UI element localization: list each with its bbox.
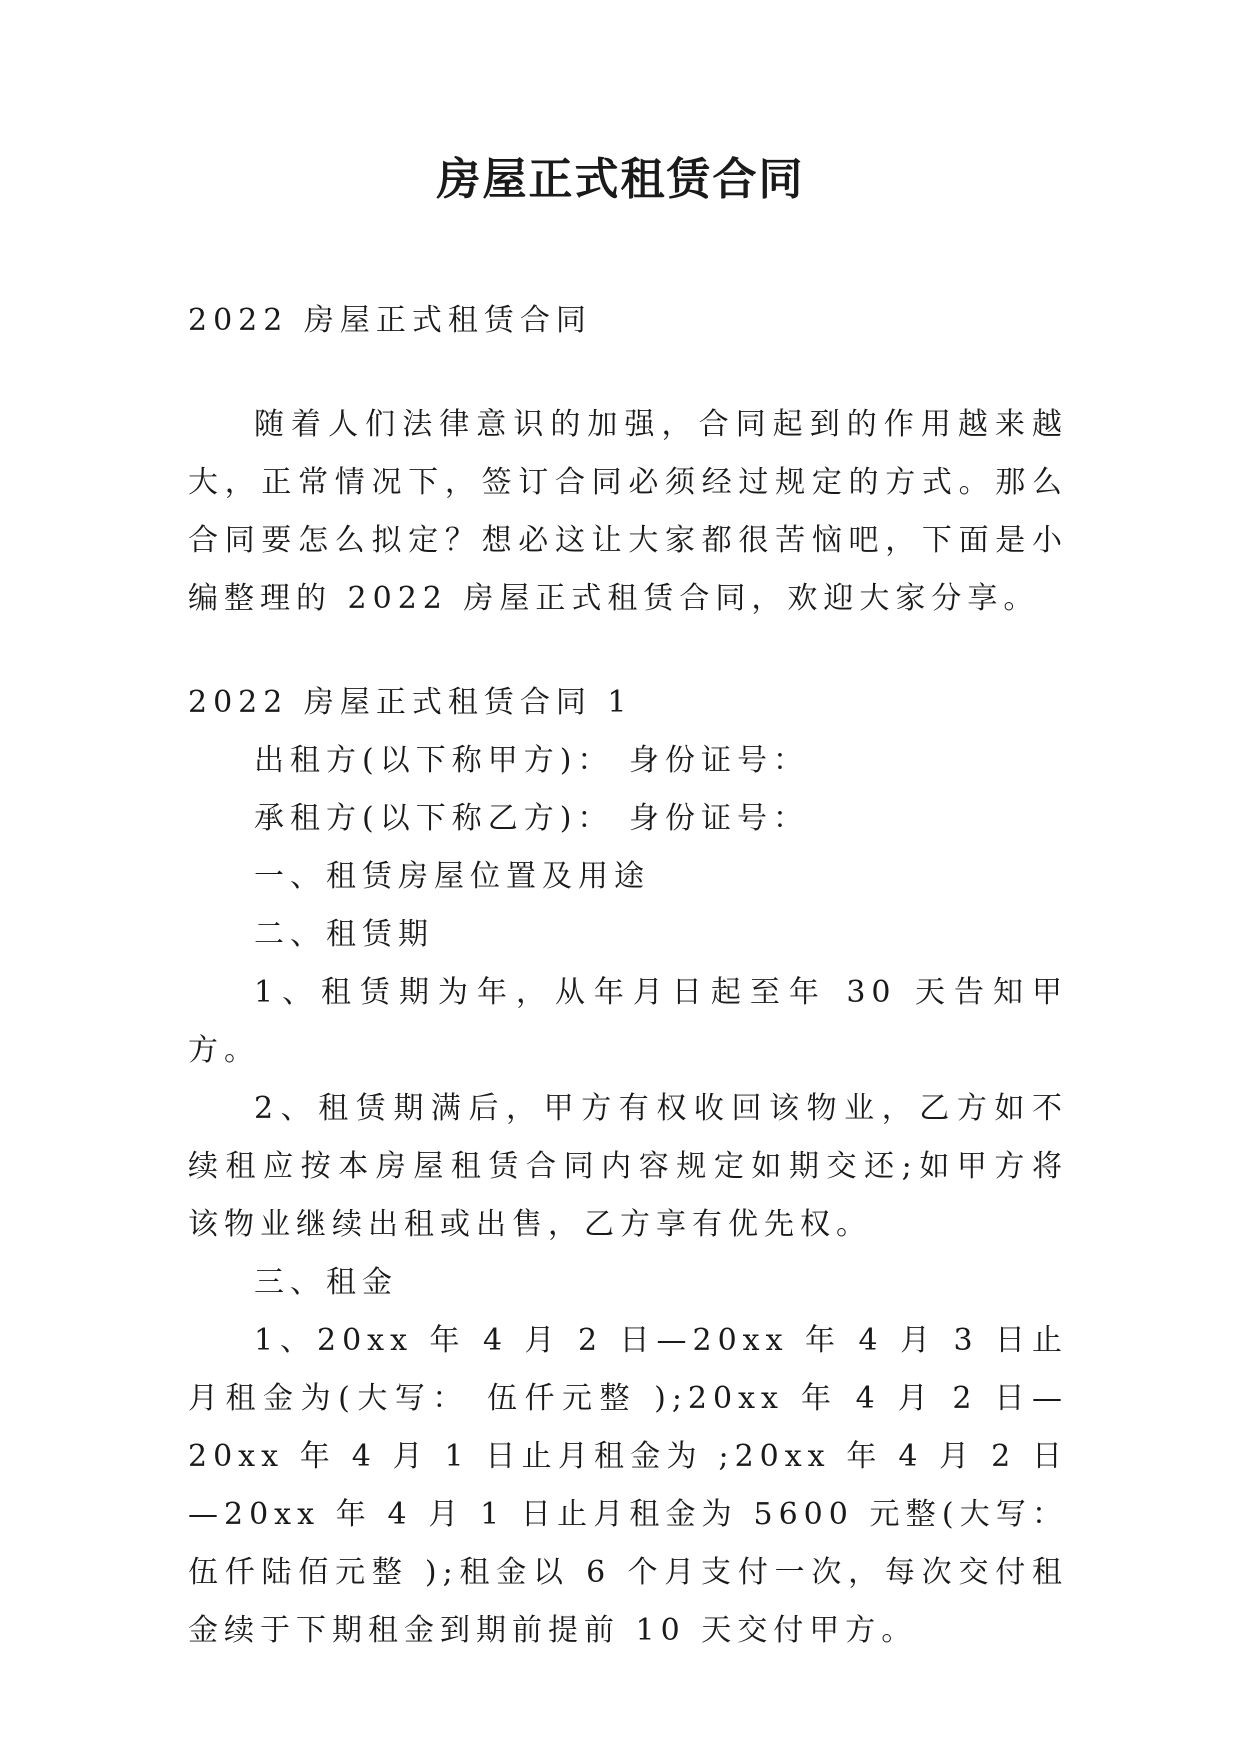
document-title: 房屋正式租赁合同: [436, 154, 805, 205]
section-heading-term: 二、租赁期: [254, 917, 434, 952]
term-clause-2: 2、租赁期满后，甲方有权收回该物业，乙方如不续租应按本房屋租赁合同内容规定如期交还;如甲方将该物业继续出租或出售，乙方享有优先权。: [188, 1091, 1068, 1242]
rent-clause-1: 1、20xx 年 4 月 2 日—20xx 年 4 月 3 日止月租金为(大写： 伍仟元整 );20xx 年 4 月 2 日—20xx 年 4 月 1 日止月租金为 ;20xx 年 4 月 2 日—20xx 年 4 月 1 日止月租金为 5600 元整(大写： 伍仟陆佰元整 );租金以 6 个月支付一次，每次交付租金续于下期租金到期前提前 10 天交付甲方。: [188, 1323, 1068, 1648]
lessee-line: 承租方(以下称乙方)： 身份证号：: [254, 801, 809, 836]
intro-paragraph: 随着人们法律意识的加强，合同起到的作用越来越大，正常情况下，签订合同必须经过规定的方式。那么合同要怎么拟定？想必这让大家都很苦恼吧，下面是小编整理的 2022 房屋正式租赁合同，欢迎大家分享。: [188, 407, 1068, 616]
term-clause-1: 1、租赁期为年，从年月日起至年 30 天告知甲方。: [188, 975, 1068, 1068]
contract-heading: 2022 房屋正式租赁合同 1: [188, 685, 633, 720]
section-heading-rent: 三、租金: [254, 1265, 398, 1300]
subtitle-line: 2022 房屋正式租赁合同: [188, 303, 592, 338]
document-body: [188, 292, 1068, 1660]
section-heading-location: 一、租赁房屋位置及用途: [254, 859, 650, 894]
lessor-line: 出租方(以下称甲方)： 身份证号：: [254, 743, 809, 778]
